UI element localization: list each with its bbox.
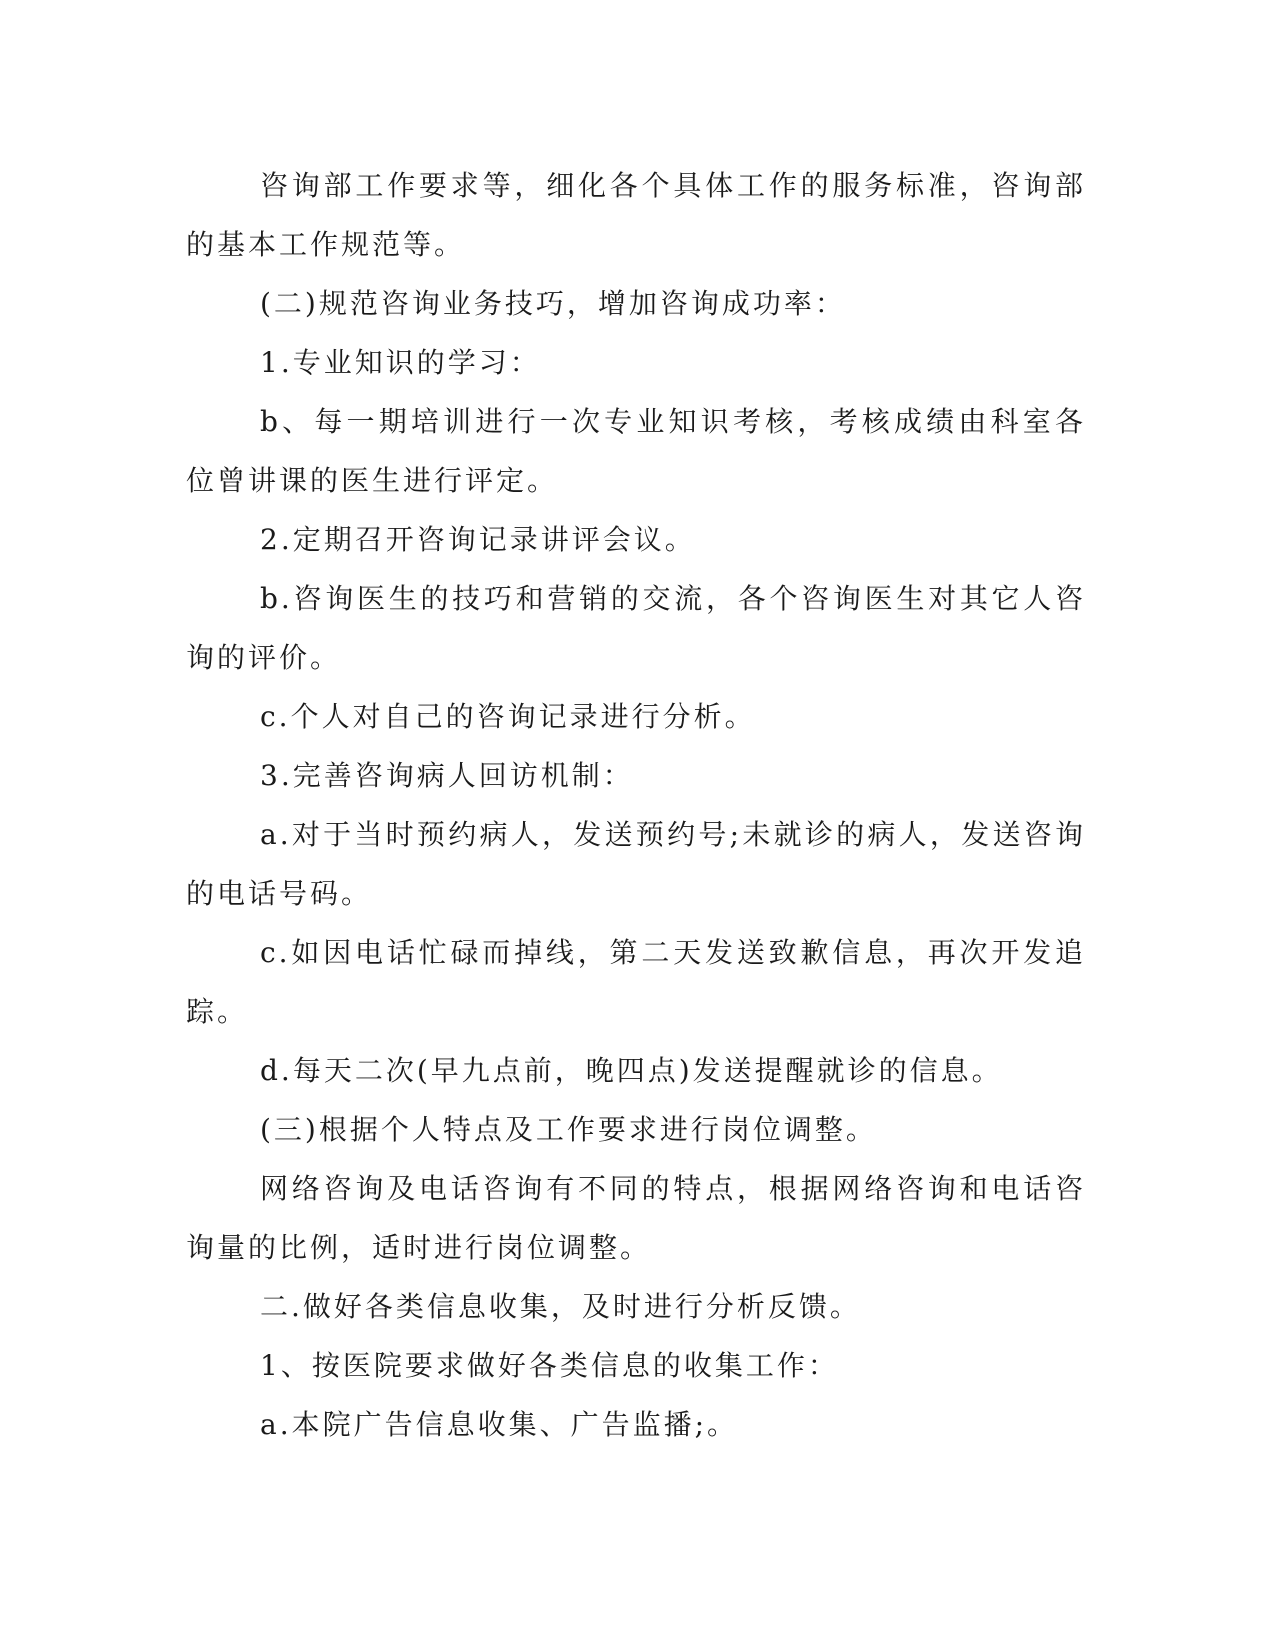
- paragraph: 咨询部工作要求等，细化各个具体工作的服务标准，咨询部的基本工作规范等。: [186, 169, 1086, 261]
- section-heading: (三)根据个人特点及工作要求进行岗位调整。: [260, 1113, 877, 1146]
- paragraph: 网络咨询及电话咨询有不同的特点，根据网络咨询和电话咨询量的比例，适时进行岗位调整。: [186, 1172, 1086, 1264]
- list-item: a.本院广告信息收集、广告监播;。: [260, 1408, 739, 1441]
- list-item: c.如因电话忙碌而掉线，第二天发送致歉信息，再次开发追踪。: [186, 936, 1086, 1028]
- list-item: a.对于当时预约病人，发送预约号;未就诊的病人，发送咨询的电话号码。: [186, 818, 1086, 910]
- section-heading: 二.做好各类信息收集，及时进行分析反馈。: [260, 1290, 861, 1323]
- list-item: b.咨询医生的技巧和营销的交流，各个咨询医生对其它人咨询的评价。: [186, 582, 1086, 674]
- list-item: 1.专业知识的学习：: [260, 346, 541, 379]
- list-item: b、每一期培训进行一次专业知识考核，考核成绩由科室各位曾讲课的医生进行评定。: [186, 405, 1086, 497]
- list-item: d.每天二次(早九点前，晚四点)发送提醒就诊的信息。: [260, 1054, 1003, 1087]
- section-heading: (二)规范咨询业务技巧，增加咨询成功率：: [260, 287, 846, 320]
- list-item: 2.定期召开咨询记录讲评会议。: [260, 523, 696, 556]
- document-body: [186, 156, 1086, 1454]
- list-item: c.个人对自己的咨询记录进行分析。: [260, 700, 756, 733]
- list-item: 3.完善咨询病人回访机制：: [260, 759, 634, 792]
- list-item: 1、按医院要求做好各类信息的收集工作：: [260, 1349, 839, 1382]
